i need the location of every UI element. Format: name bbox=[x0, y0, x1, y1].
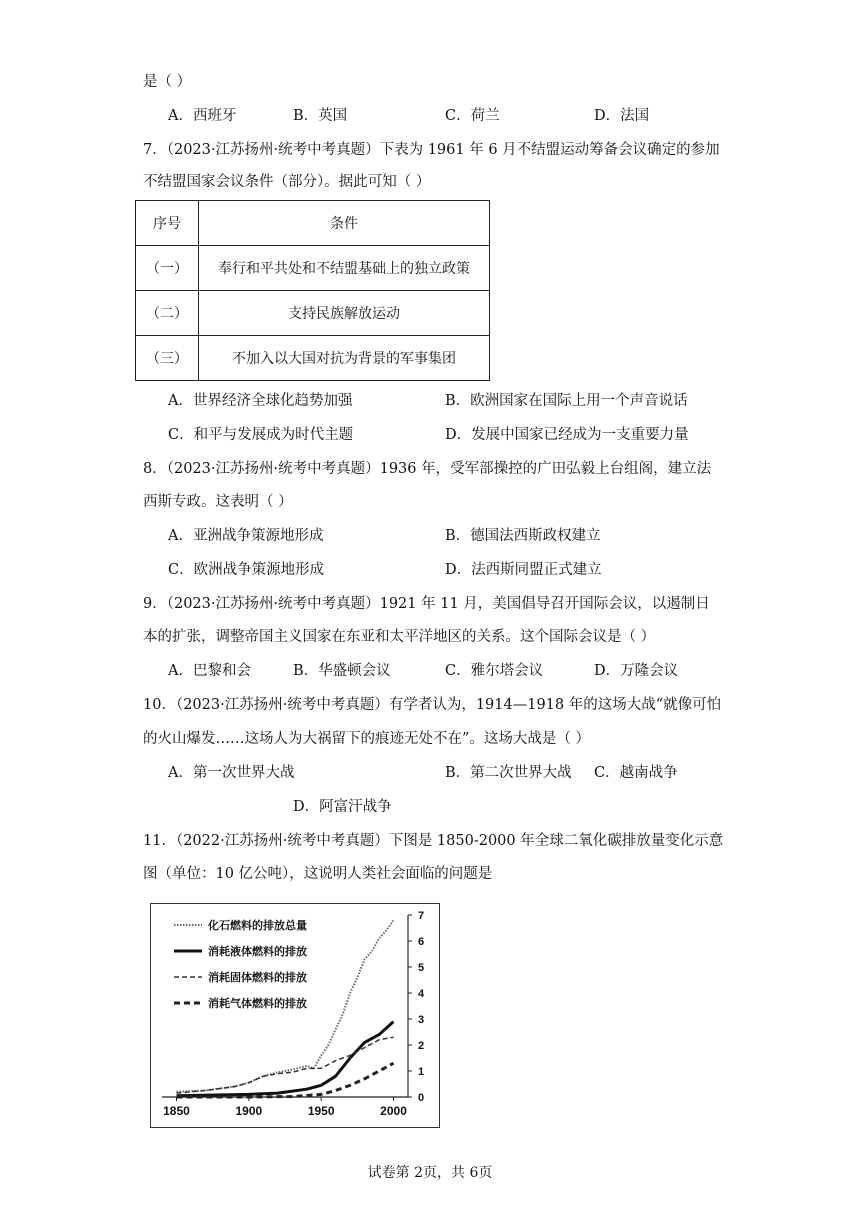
table-cell: 支持民族解放运动 bbox=[199, 291, 490, 336]
legend-label: 消耗气体燃料的排放 bbox=[208, 997, 307, 1010]
table-cell: 不加入以大国对抗为背景的军事集团 bbox=[199, 336, 490, 381]
q8-stem-line2: 西斯专政。这表明（ ） bbox=[143, 494, 293, 510]
q7-conditions-table bbox=[135, 200, 490, 381]
q7-stem-line1: 7．（2023·江苏扬州·统考中考真题）下表为 1961 年 6 月不结盟运动筹备会议确定的参加 bbox=[143, 142, 720, 158]
q10-option-b[interactable]: B．第二次世界大战 bbox=[445, 765, 572, 781]
y-tick-label: 3 bbox=[418, 1014, 425, 1026]
table-cell: （二） bbox=[136, 291, 199, 336]
co2-emission-chart bbox=[150, 903, 440, 1128]
x-tick-label: 1900 bbox=[235, 1104, 263, 1118]
q8-option-a[interactable]: A．亚洲战争策源地形成 bbox=[168, 528, 324, 544]
q7-option-d[interactable]: D．发展中国家已经成为一支重要力量 bbox=[445, 427, 689, 443]
q9-option-d[interactable]: D．万隆会议 bbox=[594, 663, 679, 679]
y-tick-label: 1 bbox=[418, 1066, 425, 1078]
q6-option-b[interactable]: B．英国 bbox=[293, 108, 348, 124]
q11-stem-line1: 11．（2022·江苏扬州·统考中考真题）下图是 1850-2000 年全球二氧化碳排放量变化示意 bbox=[143, 833, 724, 849]
q7-option-a[interactable]: A．世界经济全球化趋势加强 bbox=[168, 393, 353, 409]
table-row bbox=[136, 336, 490, 381]
q8-option-c[interactable]: C．欧洲战争策源地形成 bbox=[168, 562, 325, 578]
q10-stem-line2: 的火山爆发……这场人为大祸留下的痕迹无处不在”。这场大战是（ ） bbox=[143, 731, 591, 747]
table-row bbox=[136, 246, 490, 291]
q9-option-b[interactable]: B．华盛顿会议 bbox=[293, 663, 391, 679]
legend-label: 消耗液体燃料的排放 bbox=[208, 945, 307, 958]
q6-option-d[interactable]: D．法国 bbox=[594, 108, 650, 124]
x-tick-label: 1850 bbox=[163, 1104, 190, 1118]
q10-option-c[interactable]: C．越南战争 bbox=[594, 765, 678, 781]
y-tick-label: 2 bbox=[418, 1040, 425, 1052]
q9-stem-line1: 9．（2023·江苏扬州·统考中考真题）1921 年 11 月，美国倡导召开国际会议，以遏制日 bbox=[143, 596, 710, 612]
y-tick-label: 0 bbox=[418, 1092, 425, 1104]
q11-stem-line2: 图（单位：10 亿公吨），这说明人类社会面临的问题是 bbox=[143, 866, 493, 882]
q10-option-a[interactable]: A．第一次世界大战 bbox=[168, 765, 295, 781]
q7-stem-line2: 不结盟国家会议条件（部分）。据此可知（ ） bbox=[143, 174, 431, 190]
q9-option-a[interactable]: A．巴黎和会 bbox=[168, 663, 251, 679]
table-cell: （三） bbox=[136, 336, 199, 381]
page-footer: 试卷第 2页，共 6页 bbox=[367, 1165, 493, 1181]
table-header-row bbox=[136, 201, 490, 246]
table-header-cell: 序号 bbox=[136, 201, 199, 246]
table-header-cell: 条件 bbox=[199, 201, 490, 246]
q9-stem-line2: 本的扩张，调整帝国主义国家在东亚和太平洋地区的关系。这个国际会议是（ ） bbox=[143, 629, 656, 645]
y-tick-label: 6 bbox=[418, 936, 425, 948]
table-row bbox=[136, 291, 490, 336]
x-tick-label: 2000 bbox=[380, 1104, 407, 1118]
q6-stem-tail: 是（ ） bbox=[143, 74, 192, 90]
q10-stem-line1: 10．（2023·江苏扬州·统考中考真题）有学者认为，1914—1918 年的这场大战“就像可怕 bbox=[143, 697, 722, 713]
q6-option-a[interactable]: A．西班牙 bbox=[168, 108, 237, 124]
x-tick-label: 1950 bbox=[307, 1104, 335, 1118]
q8-option-d[interactable]: D．法西斯同盟正式建立 bbox=[445, 562, 602, 578]
q8-option-b[interactable]: B．德国法西斯政权建立 bbox=[445, 528, 601, 544]
table-cell: （一） bbox=[136, 246, 199, 291]
q10-option-d[interactable]: D．阿富汗战争 bbox=[293, 799, 392, 815]
q7-option-c[interactable]: C．和平与发展成为时代主题 bbox=[168, 427, 354, 443]
q8-stem-line1: 8．（2023·江苏扬州·统考中考真题）1936 年，受军部操控的广田弘毅上台组阁，建立法 bbox=[143, 461, 712, 477]
legend-label: 消耗固体燃料的排放 bbox=[208, 971, 307, 984]
legend-label: 化石燃料的排放总量 bbox=[208, 919, 307, 932]
y-tick-label: 7 bbox=[418, 910, 425, 922]
table-cell: 奉行和平共处和不结盟基础上的独立政策 bbox=[199, 246, 490, 291]
q6-option-c[interactable]: C．荷兰 bbox=[445, 108, 500, 124]
q7-option-b[interactable]: B．欧洲国家在国际上用一个声音说话 bbox=[445, 393, 688, 409]
q9-option-c[interactable]: C．雅尔塔会议 bbox=[445, 663, 544, 679]
y-tick-label: 4 bbox=[418, 988, 425, 1000]
y-tick-label: 5 bbox=[418, 962, 425, 974]
